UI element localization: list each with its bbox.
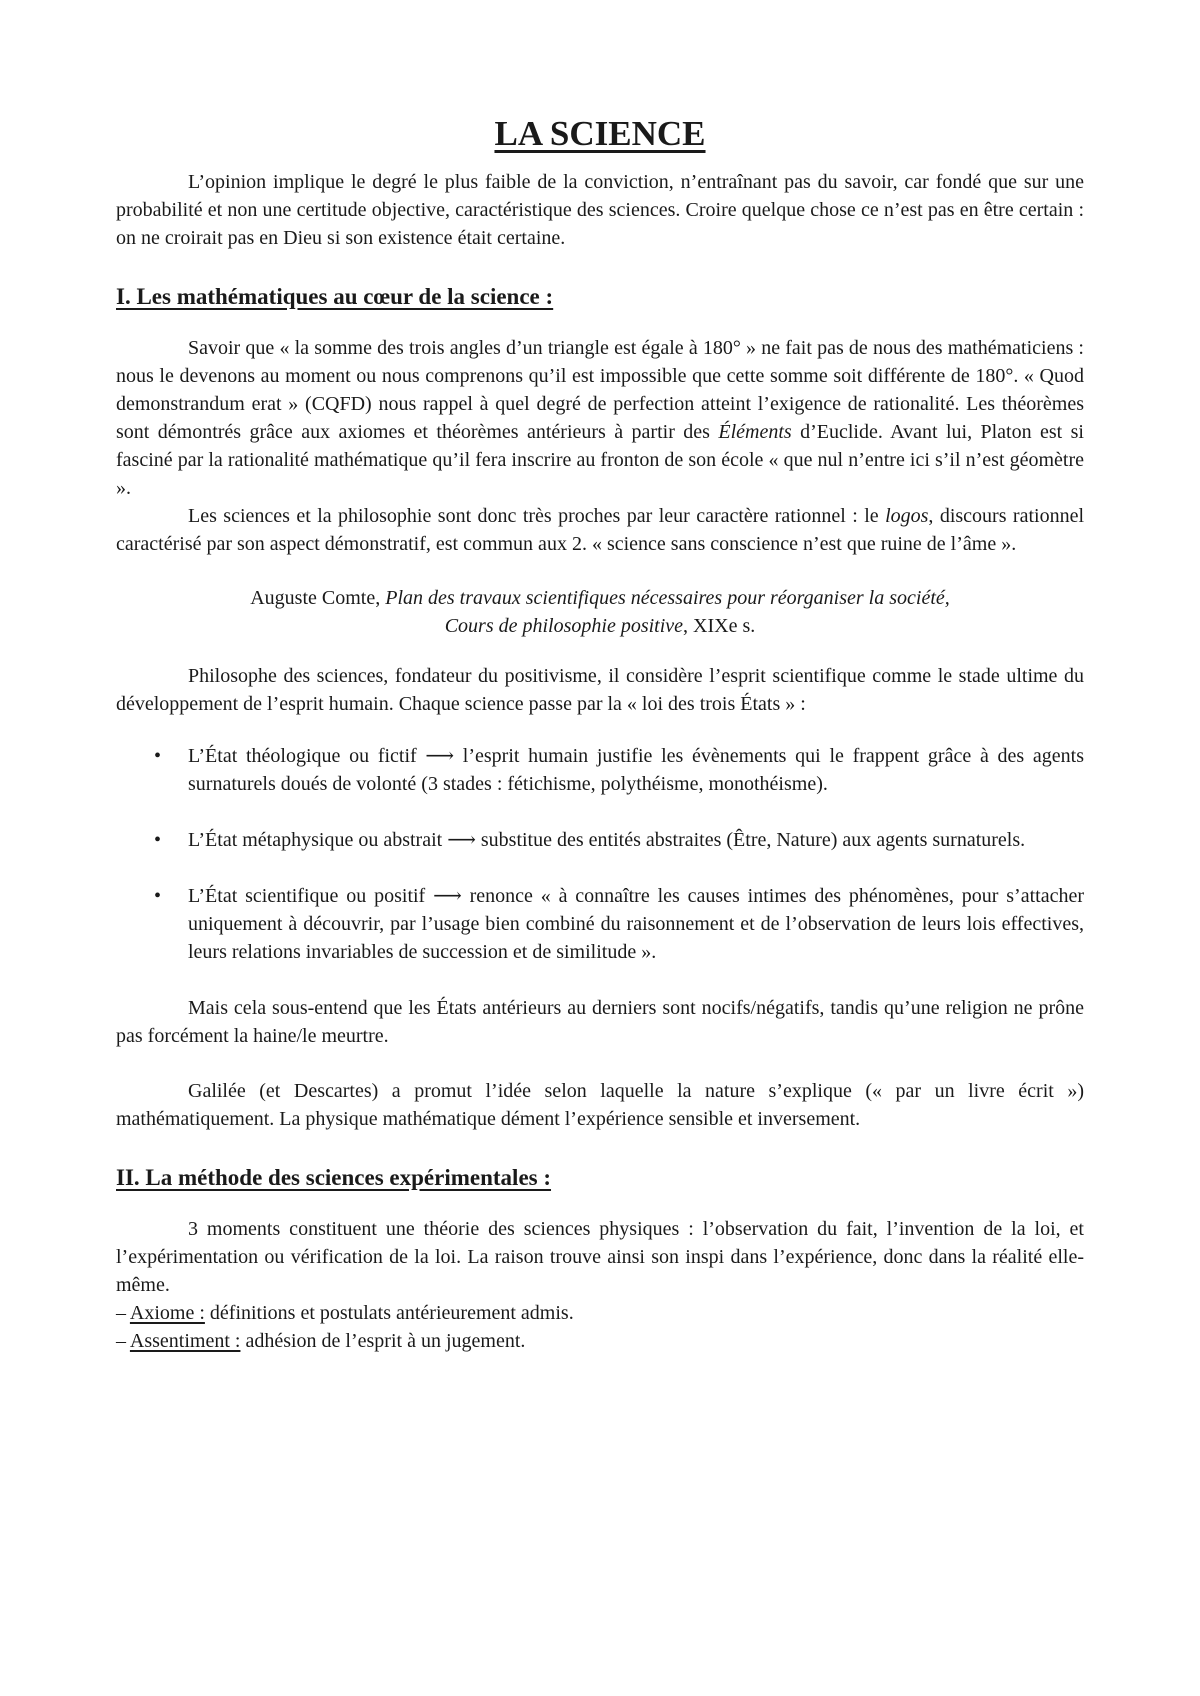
section-1-paragraph-1	[116, 334, 1084, 502]
italic-term-elements: Éléments	[718, 421, 792, 443]
text-run: Savoir que « la somme des trois angles d’un triangle est égale à 180° » ne fait pas de nous des mathématiciens : nous le devenons au moment ou nous comprenons qu’il est impossible que cette somme soit différente de 180°. « Quod demonstrandum erat » (CQFD) nous rappel à quel degré de perfection atteint l’exigence de rationalité. Les théorèmes sont démontrés grâce aux axiomes et théorèmes antérieurs à partir des	[116, 337, 1084, 443]
text-run: , discours rationnel caractérisé par son aspect démonstratif, est commun aux 2. « science sans conscience n’est que ruine de l’âme ».	[116, 505, 1084, 555]
text-run: d’Euclide. Avant lui, Platon est si fasciné par la rationalité mathématique qu’il fera inscrire au fronton de son école « que nul n’entre ici s’il n’est géomètre ».	[116, 421, 1084, 499]
document-body	[116, 112, 1084, 1355]
list-item	[116, 882, 1084, 966]
list-item-text: L’État théologique ou fictif ⟶ l’esprit humain justifie les évènements qui le frappent grâce à des agents surnaturels doués de volonté (3 stades : fétichisme, polythéisme, monothéisme).	[188, 745, 1084, 795]
bullet-icon: •	[154, 829, 162, 851]
section-1-paragraph-3: Philosophe des sciences, fondateur du positivisme, il considère l’esprit scientifique comme le stade ultime du développement de l’esprit humain. Chaque science passe par la « loi des trois États » :	[116, 665, 1084, 715]
citation-author: Auguste Comte,	[250, 587, 386, 609]
italic-term-logos: logos	[885, 505, 929, 527]
section-1-paragraph-2	[116, 502, 1084, 558]
section-1-heading: I. Les mathématiques au cœur de la science :	[116, 284, 554, 309]
section-2-paragraph-1: 3 moments constituent une théorie des sciences physiques : l’observation du fait, l’invention de la loi, et l’expérimentation ou vérification de la loi. La raison trouve ainsi son inspi dans l’expérience, donc dans la réalité elle-même.	[116, 1218, 1084, 1296]
bullet-icon: •	[154, 885, 162, 907]
author-citation	[116, 584, 1084, 640]
definition-term: Assentiment :	[129, 1330, 241, 1352]
definition-text: définitions et postulats antérieurement admis.	[204, 1302, 574, 1324]
dash: –	[116, 1330, 130, 1352]
page-title: LA SCIENCE	[494, 114, 706, 153]
text-run: Les sciences et la philosophie sont donc très proches par leur caractère rationnel : le	[188, 505, 886, 527]
definition-text: adhésion de l’esprit à un jugement.	[240, 1330, 526, 1352]
citation-line-1	[116, 584, 1084, 612]
citation-century: , XIXe s.	[683, 615, 756, 637]
definition-term: Axiome :	[129, 1302, 205, 1324]
intro-paragraph: L’opinion implique le degré le plus faible de la conviction, n’entraînant pas du savoir, car fondé que sur une probabilité et non une certitude objective, caractéristique des sciences. Croire quelque chose ce n’est pas en être certain : on ne croirait pas en Dieu si son existence était certaine.	[116, 171, 1084, 249]
definition-axiome	[116, 1299, 1084, 1327]
definition-assentiment	[116, 1327, 1084, 1355]
list-item-text: L’État métaphysique ou abstrait ⟶ substitue des entités abstraites (Être, Nature) aux agents surnaturels.	[188, 829, 1026, 851]
dash: –	[116, 1302, 130, 1324]
list-item	[116, 742, 1084, 798]
list-item	[116, 826, 1084, 854]
citation-work-1: Plan des travaux scientifiques nécessaires pour réorganiser la société,	[385, 587, 950, 609]
section-2-heading: II. La méthode des sciences expérimentales :	[116, 1165, 552, 1190]
citation-line-2	[116, 612, 1084, 640]
list-item-text: L’État scientifique ou positif ⟶ renonce « à connaître les causes intimes des phénomènes, pour s’attacher uniquement à découvrir, par l’usage bien combiné du raisonnement et de l’observation de leurs lois effectives, leurs relations invariables de succession et de similitude ».	[188, 885, 1084, 963]
section-1-paragraph-4: Mais cela sous-entend que les États antérieurs au derniers sont nocifs/négatifs, tandis qu’une religion ne prône pas forcément la haine/le meurtre.	[116, 997, 1084, 1047]
bullet-icon: •	[154, 745, 162, 767]
section-1-paragraph-5: Galilée (et Descartes) a promut l’idée selon laquelle la nature s’explique (« par un livre écrit ») mathématiquement. La physique mathématique dément l’expérience sensible et inversement.	[116, 1080, 1084, 1130]
citation-work-2: Cours de philosophie positive	[444, 615, 684, 637]
three-states-list	[116, 742, 1084, 966]
